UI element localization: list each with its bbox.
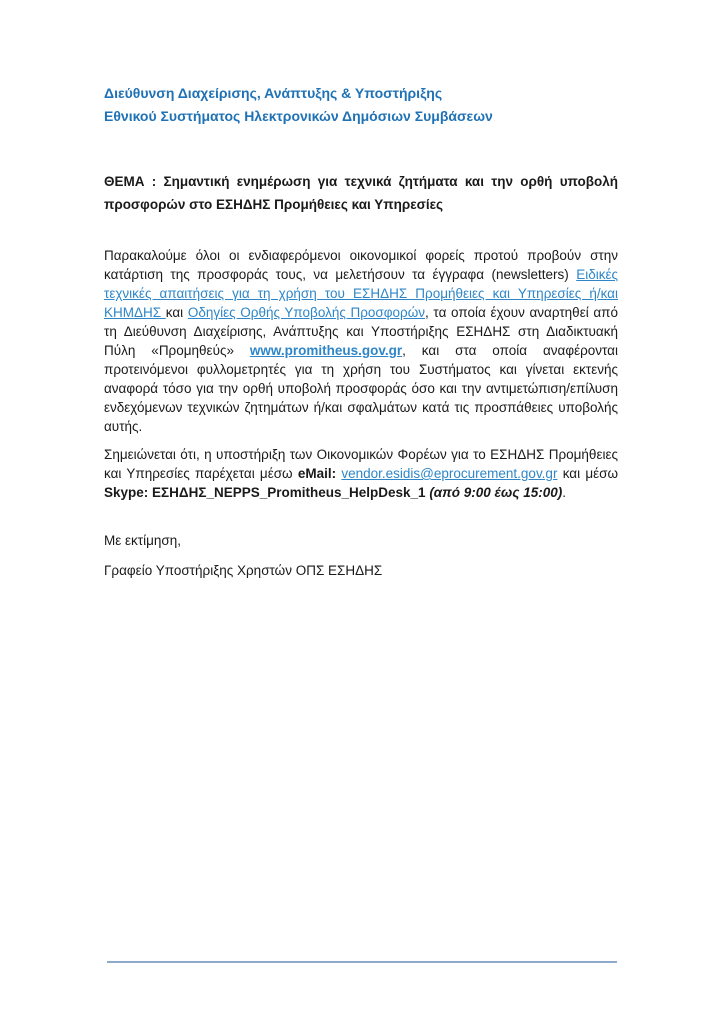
body-paragraph-2: [104, 445, 618, 502]
email-label: eMail:: [297, 466, 337, 481]
footer-divider: [107, 961, 617, 963]
para1-text-3: , τα οποία έχουν αναρτηθεί από τη Διεύθυνση Διαχείρισης, Ανάπτυξης και Υποστήριξης ΕΣΗΔΗΣ στη Διαδικτυακή Πύλη «Προμηθεύς»: [104, 305, 618, 358]
link-submission-guidelines[interactable]: Οδηγίες Ορθής Υποβολής Προσφορών: [187, 305, 426, 320]
skype-label: Skype:: [104, 485, 149, 500]
para2-text-1: Σημειώνεται ότι, η υποστήριξη των Οικονομικών Φορέων για το ΕΣΗΔΗΣ Προμήθειες και Υπηρεσίες παρέχεται μέσω: [104, 447, 618, 481]
para2-text-2: και μέσω: [557, 466, 618, 481]
closing-salutation: Με εκτίμηση,: [104, 533, 181, 548]
link-vendor-email[interactable]: vendor.esidis@eprocurement.gov.gr: [341, 466, 558, 481]
signature: Γραφείο Υποστήριξης Χρηστών ΟΠΣ ΕΣΗΔΗΣ: [104, 563, 383, 578]
para1-text-1: Παρακαλούμε όλοι οι ενδιαφερόμενοι οικονομικοί φορείς προτού προβούν στην κατάρτιση της προσφοράς τους, να μελετήσουν τα έγγραφα (newsletters): [104, 248, 618, 282]
subject-line: ΘΕΜΑ : Σημαντική ενημέρωση για τεχνικά ζητήματα και την ορθή υποβολή προσφορών στο ΕΣΗΔΗΣ Προμήθειες και Υπηρεσίες: [104, 174, 618, 212]
body-paragraph-1: [104, 246, 618, 436]
support-hours: (από 9:00 έως 15:00): [429, 485, 563, 500]
letterhead: [104, 82, 618, 128]
link-promitheus-site[interactable]: www.promitheus.gov.gr: [249, 343, 403, 358]
letterhead-line-2: Εθνικού Συστήματος Ηλεκτρονικών Δημόσιων Συμβάσεων: [104, 108, 493, 124]
para1-text-4: , και στα οποία αναφέρονται προτεινόμενοι φυλλομετρητές για τη χρήση του Συστήματος και γίνεται εκτενής αναφορά τόσο για την ορθή υποβολή προσφοράς όσο και την αντιμετώπιση/επίλυση ενδεχόμενων τεχνικών ζητημάτων ή/και σφαλμάτων κατά τις προσπάθειες υποβολής αυτής.: [104, 343, 618, 434]
link-technical-requirements[interactable]: Ειδικές τεχνικές απαιτήσεις για τη χρήση του ΕΣΗΔΗΣ Προμήθειες και Υπηρεσίες ή/και ΚΗΜΔΗΣ: [104, 267, 618, 320]
letterhead-line-1: Διεύθυνση Διαχείρισης, Ανάπτυξης & Υποστήριξης: [104, 85, 443, 101]
para2-text-3: .: [562, 485, 567, 500]
para1-text-2: και: [165, 305, 188, 320]
skype-account: ΕΣΗΔΗΣ_NEPPS_Promitheus_HelpDesk_1: [152, 485, 430, 500]
